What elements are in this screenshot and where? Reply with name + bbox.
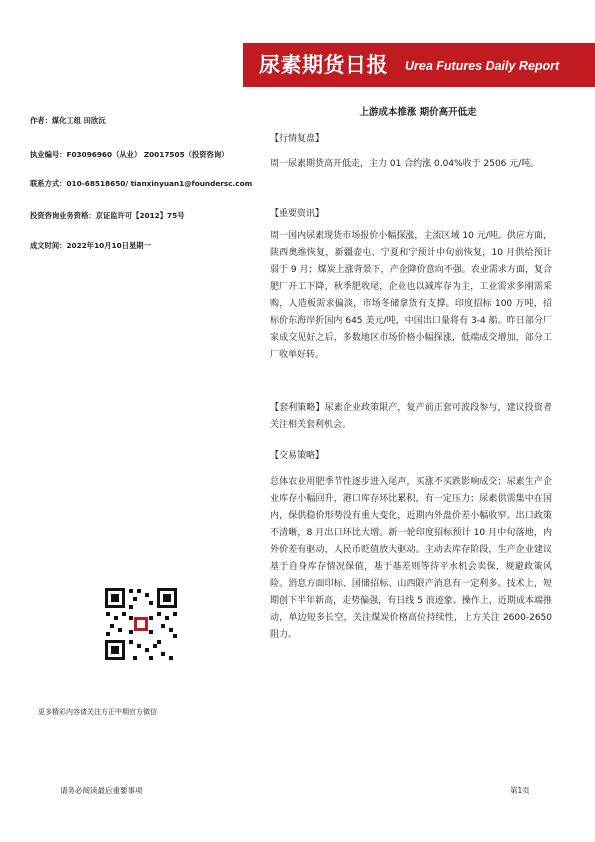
review-paragraph: 周一尿素期货高开低走，主力 01 合约涨 0.04%收于 2506 元/吨。 (270, 159, 540, 169)
contact-line: 联系方式：010-68518650/ tianxinyuan1@foundersc.com (30, 179, 253, 188)
author-line: 作者：煤化工组 田欣沅 (30, 116, 106, 125)
qualification-line: 投资咨询业务资格：京证监许可【2012】75号 (30, 211, 185, 220)
section-title-review: 【行情复盘】 (270, 134, 325, 144)
section-title-strategy: 【交易策略】 (270, 451, 325, 461)
strategy-paragraph: 总体农业用肥季节性逐步进入尾声，买涨不买跌影响成交；尿素生产企业库存小幅回升，港口库存环比累积，有一定压力；尿素供需集中在国内，保供稳价形势没有重大变化，近期内外盘价差小幅收窄。出口政策不清晰，8 月出口环比大增。新一轮印度招标预计 10 月中旬落地，内外价差有驱动，人民币贬值放大驱动。主动去库存阶段，生产企业建议基于自身库存情况保值，基于基差则等待平水机会卖保，规避政策风险。消息方面印标、国储招标、山西限产消息有一定利多。技术上，短期创下半年新高，走势偏强，有日线 5 浪迹象。操作上，近期成本端推动，单边短多长空，关注煤炭价格高位持续性，上方关注 2600-2650 阻力。 (270, 477, 552, 640)
section-title-news: 【重要资讯】 (270, 209, 325, 219)
report-title-en: Urea Futures Daily Report (405, 59, 560, 73)
news-paragraph: 周一国内尿素现货市场报价小幅探涨，主流区域 10 元/吨。供应方面，陕西奥维恢复，新疆壶屯、宁夏和宁预计中旬前恢复，10 月供给预计弱于 9 月；煤炭上涨背景下，产企降价意向不强。农业需求方面，复合肥厂开工下降，秋季肥收尾，企业也以减库存为主，工业需求多刚需采购，人造板需求偏淡，市场冬储拿货有支撑。印度招标 100 万吨，招标价东海岸折国内 645 美元/吨，中国出口量将有 3-4 船。昨日部分厂家成交见好之后，多数地区市场价格小幅探涨，低端成交增加，部分工厂收单好转。 (270, 231, 552, 360)
footer-disclaimer: 请务必阅读最后重要事项 (60, 786, 143, 795)
license-line: 执业编号：F03096960（从业） Z0017505（投资咨询） (30, 150, 229, 159)
report-title-cn: 尿素期货日报 (259, 53, 388, 77)
report-headline: 上游成本推涨 期价高开低走 (359, 107, 477, 118)
qr-caption: 更多精彩内容请关注方正中期官方微信 (38, 708, 157, 716)
date-line: 成文时间：2022年10月10日星期一 (30, 241, 151, 250)
page-number: 第1页 (510, 786, 530, 795)
arbitrage-paragraph: 【套利策略】尿素企业政策限产，复产前正套可波段参与，建议投资者关注相关套利机会。 (270, 403, 552, 430)
qr-code-icon (103, 586, 179, 662)
